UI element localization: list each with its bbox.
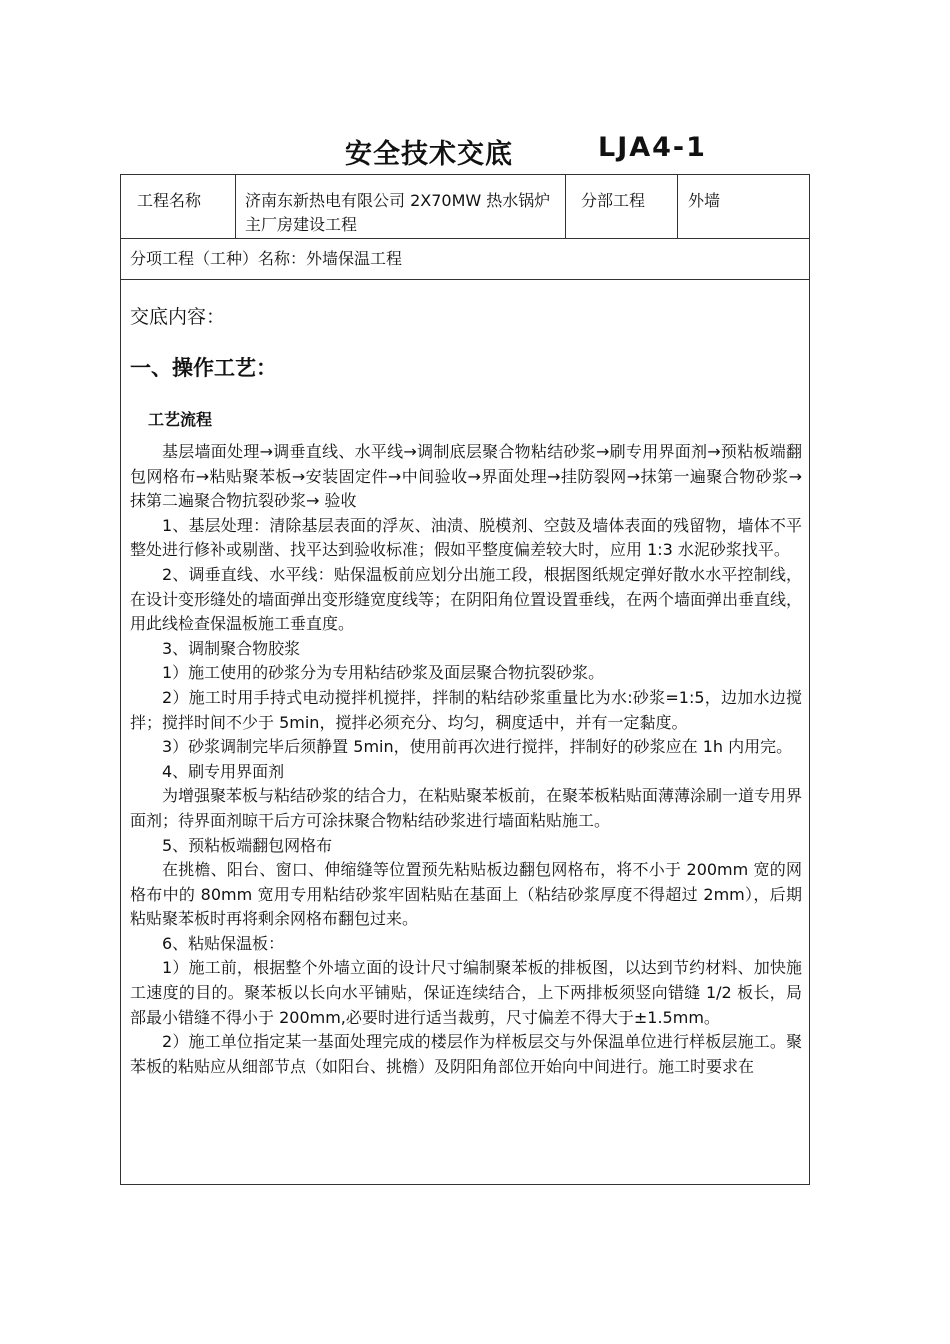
division-label: 分部工程 <box>566 175 678 238</box>
paragraph: 4、刷专用界面剂 <box>162 761 285 781</box>
paragraph: 1、基层处理：清除基层表面的浮灰、油渍、脱模剂、空鼓及墙体表面的残留物，墙体不平整处进行修补或剔凿、找平达到验收标准；假如平整度偏差较大时，应用 1:3 水泥砂浆找平。 <box>130 515 802 560</box>
paragraph: 2）施工单位指定某一基面处理完成的楼层作为样板层交与外保温单位进行样板层施工。聚苯板的粘贴应从细部节点（如阳台、挑檐）及阴阳角部位开始向中间进行。施工时要求在 <box>130 1032 802 1076</box>
paragraph: 为增强聚苯板与粘结砂浆的结合力，在粘贴聚苯板前，在聚苯板粘贴面薄薄涂刷一道专用界面剂；待界面剂晾干后方可涂抹聚合物粘结砂浆进行墙面粘贴施工。 <box>130 786 803 830</box>
content-label: 交底内容： <box>130 306 226 328</box>
paragraph: 在挑檐、阳台、窗口、伸缩缝等位置预先粘贴板边翻包网格布，将不小于 200mm 宽的网格布中的 80mm 宽用专用粘结砂浆牢固粘贴在基面上（粘结砂浆厚度不得超过 2mm），后期粘贴聚苯板时再将剩余网格布翻包过来。 <box>130 860 802 929</box>
document-title <box>0 132 950 172</box>
paragraph: 5、预粘板端翻包网格布 <box>162 835 333 855</box>
paragraph: 2、调垂直线、水平线：贴保温板前应划分出施工段，根据图纸规定弹好散水水平控制线，在设计变形缝处的墙面弹出变形缝宽度线等；在阴阳角位置设置垂线，在两个墙面弹出垂直线，用此线检查保温板施工垂直度。 <box>130 564 803 634</box>
paragraph: 3）砂浆调制完毕后须静置 5min，使用前再次进行搅拌，拌制好的砂浆应在 1h 内用完。 <box>162 737 793 757</box>
project-name-label: 工程名称 <box>121 175 236 238</box>
paragraph: 2）施工时用手持式电动搅拌机搅拌，拌制的粘结砂浆重量比为水:砂浆=1:5，边加水边搅拌；搅拌时间不少于 5min，搅拌必须充分、均匀，稠度适中，并有一定黏度。 <box>130 687 802 732</box>
paragraph: 6、粘贴保温板： <box>162 933 285 953</box>
subitem-row: 分项工程（工种）名称：外墙保温工程 <box>121 238 809 280</box>
paragraph: 3、调制聚合物胶浆 <box>162 638 301 658</box>
division-value: 外墙 <box>688 191 721 210</box>
paragraph: 1）施工前，根据整个外墙立面的设计尺寸编制聚苯板的排板图，以达到节约材料、加快施工速度的目的。聚苯板以长向水平铺贴，保证连续结合，上下两排板须竖向错缝 1/2 板长，局部最小错缝不得小于 200mm,必要时进行适当裁剪，尺寸偏差不得大于±1.5mm。 <box>130 958 802 1027</box>
section-heading: 一、操作工艺： <box>130 356 277 380</box>
title-code: LJA4-1 <box>598 132 707 163</box>
paragraph: 基层墙面处理→调垂直线、水平线→调制底层聚合物粘结砂浆→刷专用界面剂→预粘板端翻包网格布→粘贴聚苯板→安装固定件→中间验收→界面处理→挂防裂网→抹第一遍聚合物砂浆→ 抹第二遍聚合物抗裂砂浆→ 验收 <box>130 442 802 511</box>
subsection-heading: 工艺流程 <box>148 410 213 429</box>
content-body <box>130 440 802 1079</box>
project-name-value: 济南东新热电有限公司 2X70MW 热水锅炉主厂房建设工程 <box>236 175 566 238</box>
title-main: 安全技术交底 <box>345 139 513 170</box>
paragraph: 1）施工使用的砂浆分为专用粘结砂浆及面层聚合物抗裂砂浆。 <box>162 663 605 683</box>
disclosure-table <box>120 174 810 1185</box>
header-row <box>121 175 809 239</box>
